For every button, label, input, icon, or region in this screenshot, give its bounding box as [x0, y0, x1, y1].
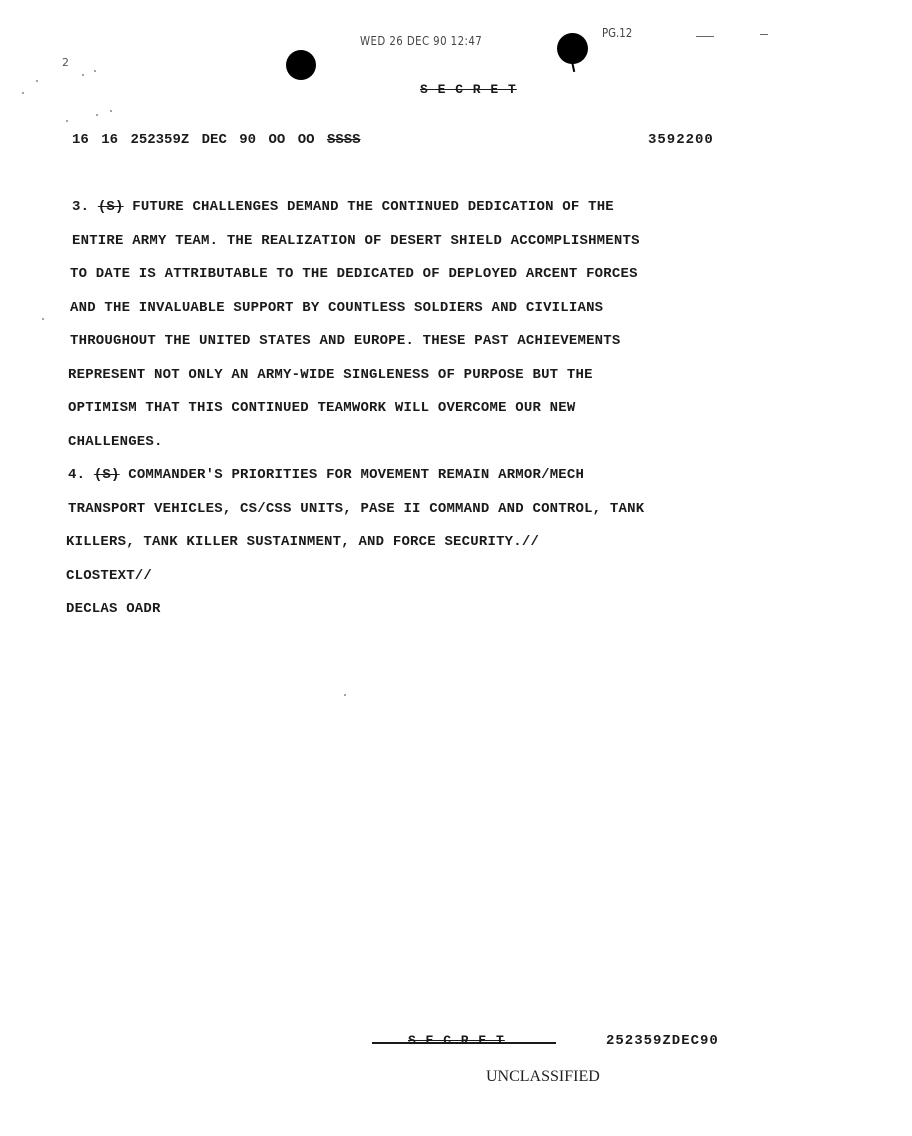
- speck: [110, 110, 112, 112]
- classification-bottom: S E C R E T: [408, 1033, 505, 1048]
- speck: [22, 92, 24, 94]
- para4-line-1: [68, 467, 584, 483]
- header-dash-mark: [696, 36, 714, 37]
- routing-dtg: 252359Z: [130, 132, 190, 148]
- speck: [66, 120, 68, 122]
- para3-line-2: ENTIRE ARMY TEAM. THE REALIZATION OF DESERT SHIELD ACCOMPLISHMENTS: [72, 233, 640, 249]
- para3-text: FUTURE CHALLENGES DEMAND THE CONTINUED DEDICATION OF THE: [132, 199, 614, 215]
- speck: [344, 694, 346, 696]
- footer-dtg: 252359ZDEC90: [606, 1033, 719, 1049]
- para3-line-1: [72, 199, 614, 215]
- routing-code3: SSSS: [326, 132, 361, 148]
- message-number: 3592200: [648, 132, 714, 148]
- para3-number: 3.: [72, 199, 90, 215]
- speck: [96, 114, 98, 116]
- classification-top: S E C R E T: [420, 82, 517, 97]
- routing-code1: OO: [268, 132, 286, 148]
- header-dash-mark: [760, 34, 768, 35]
- speck: [94, 70, 96, 72]
- speck: [42, 318, 44, 320]
- declassification-line: DECLAS OADR: [66, 601, 161, 617]
- para3-line-7: OPTIMISM THAT THIS CONTINUED TEAMWORK WILL OVERCOME OUR NEW: [68, 400, 576, 416]
- speck: [36, 80, 38, 82]
- para3-marking: (S): [97, 199, 124, 215]
- speck: [82, 74, 84, 76]
- routing-month: DEC: [201, 132, 227, 148]
- para4-line-3: KILLERS, TANK KILLER SUSTAINMENT, AND FORCE SECURITY.//: [66, 534, 540, 550]
- para4-text: COMMANDER'S PRIORITIES FOR MOVEMENT REMAIN ARMOR/MECH: [128, 467, 585, 483]
- para4-number: 4.: [68, 467, 86, 483]
- para3-line-8: CHALLENGES.: [68, 434, 163, 450]
- closing-text: CLOSTEXT//: [66, 568, 153, 584]
- routing-line: [72, 132, 361, 148]
- para3-line-5: THROUGHOUT THE UNITED STATES AND EUROPE. THESE PAST ACHIEVEMENTS: [70, 333, 621, 349]
- routing-code2: OO: [297, 132, 315, 148]
- unclassified-marking: UNCLASSIFIED: [486, 1068, 600, 1085]
- page-number: PG.12: [602, 26, 633, 40]
- punch-hole: [286, 50, 316, 80]
- routing-seq2: 16: [101, 132, 119, 148]
- fax-timestamp: WED 26 DEC 90 12:47: [360, 34, 483, 48]
- routing-year: 90: [239, 132, 257, 148]
- para3-line-4: AND THE INVALUABLE SUPPORT BY COUNTLESS SOLDIERS AND CIVILIANS: [70, 300, 604, 316]
- routing-seq1: 16: [72, 132, 89, 148]
- para4-line-2: TRANSPORT VEHICLES, CS/CSS UNITS, PASE II COMMAND AND CONTROL, TANK: [68, 501, 645, 517]
- para3-line-6: REPRESENT NOT ONLY AN ARMY-WIDE SINGLENESS OF PURPOSE BUT THE: [68, 367, 593, 383]
- para3-line-3: TO DATE IS ATTRIBUTABLE TO THE DEDICATED OF DEPLOYED ARCENT FORCES: [70, 266, 638, 282]
- para4-marking: (S): [93, 467, 120, 483]
- margin-mark: 2: [62, 56, 69, 69]
